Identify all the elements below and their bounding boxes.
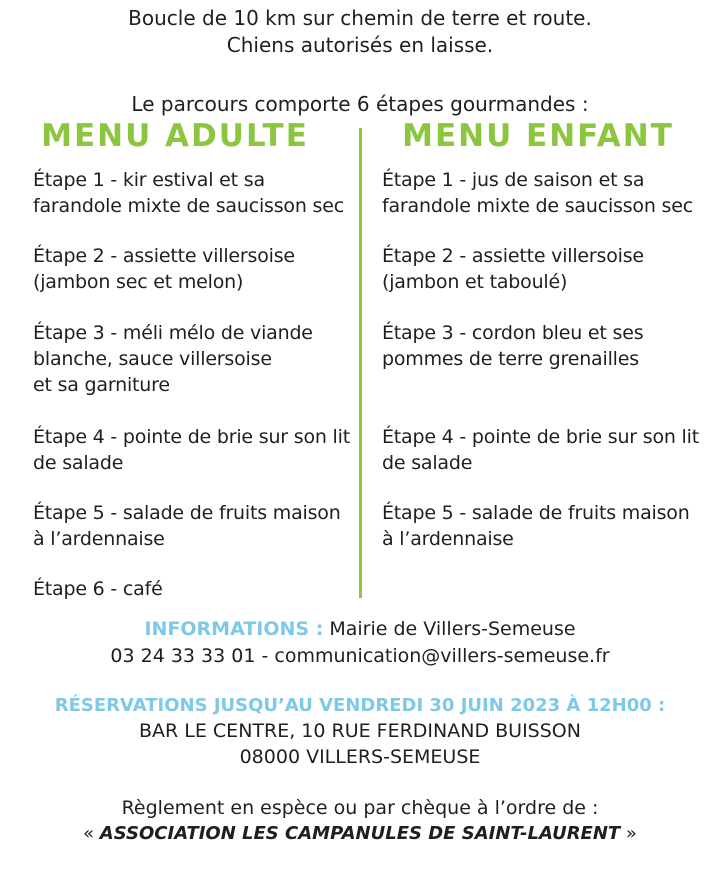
child-step-1: Étape 1 - jus de saison et sa farandole mixte de saucisson sec: [382, 169, 693, 217]
info-value: Mairie de Villers-Semeuse: [323, 618, 576, 640]
reservations-label: RÉSERVATIONS JUSQU’AU VENDREDI 30 JUIN 2023 À 12H00 :: [54, 695, 666, 716]
adult-step-1: Étape 1 - kir estival et sa farandole mixte de saucisson sec: [33, 169, 344, 217]
payment-line: Règlement en espèce ou par chèque à l’ordre de :: [121, 797, 599, 819]
info-label: INFORMATIONS :: [144, 618, 324, 640]
reservations-address-1: BAR LE CENTRE, 10 RUE FERDINAND BUISSON: [139, 720, 581, 742]
menu-child-title: MENU ENFANT: [402, 118, 674, 154]
adult-step-3: Étape 3 - méli mélo de viande blanche, sauce villersoise et sa garniture: [33, 322, 313, 396]
close-quote: »: [620, 823, 637, 844]
child-step-4: Étape 4 - pointe de brie sur son lit de salade: [382, 426, 699, 474]
reservations-address-2: 08000 VILLERS-SEMEUSE: [239, 746, 481, 768]
info-contact: 03 24 33 33 01 - communication@villers-semeuse.fr: [110, 645, 610, 667]
adult-step-6: Étape 6 - café: [33, 578, 163, 600]
association-name: ASSOCIATION LES CAMPANULES DE SAINT-LAURENT: [99, 823, 621, 844]
open-quote: «: [83, 823, 100, 844]
adult-step-2: Étape 2 - assiette villersoise (jambon sec et melon): [33, 245, 295, 293]
intro-line-steps: Le parcours comporte 6 étapes gourmandes :: [131, 92, 589, 116]
info-line: [0, 618, 720, 640]
menu-adult-title: MENU ADULTE: [41, 118, 309, 154]
adult-step-5: Étape 5 - salade de fruits maison à l’ardennaise: [33, 502, 341, 550]
intro-line-distance: Boucle de 10 km sur chemin de terre et route.: [128, 6, 592, 30]
adult-step-4: Étape 4 - pointe de brie sur son lit de salade: [33, 426, 350, 474]
child-step-5: Étape 5 - salade de fruits maison à l’ardennaise: [382, 502, 690, 550]
child-step-2: Étape 2 - assiette villersoise (jambon et taboulé): [382, 245, 644, 293]
payment-association-line: [0, 823, 720, 844]
child-step-3: Étape 3 - cordon bleu et ses pommes de terre grenailles: [382, 322, 644, 370]
intro-line-dogs: Chiens autorisés en laisse.: [226, 33, 494, 57]
